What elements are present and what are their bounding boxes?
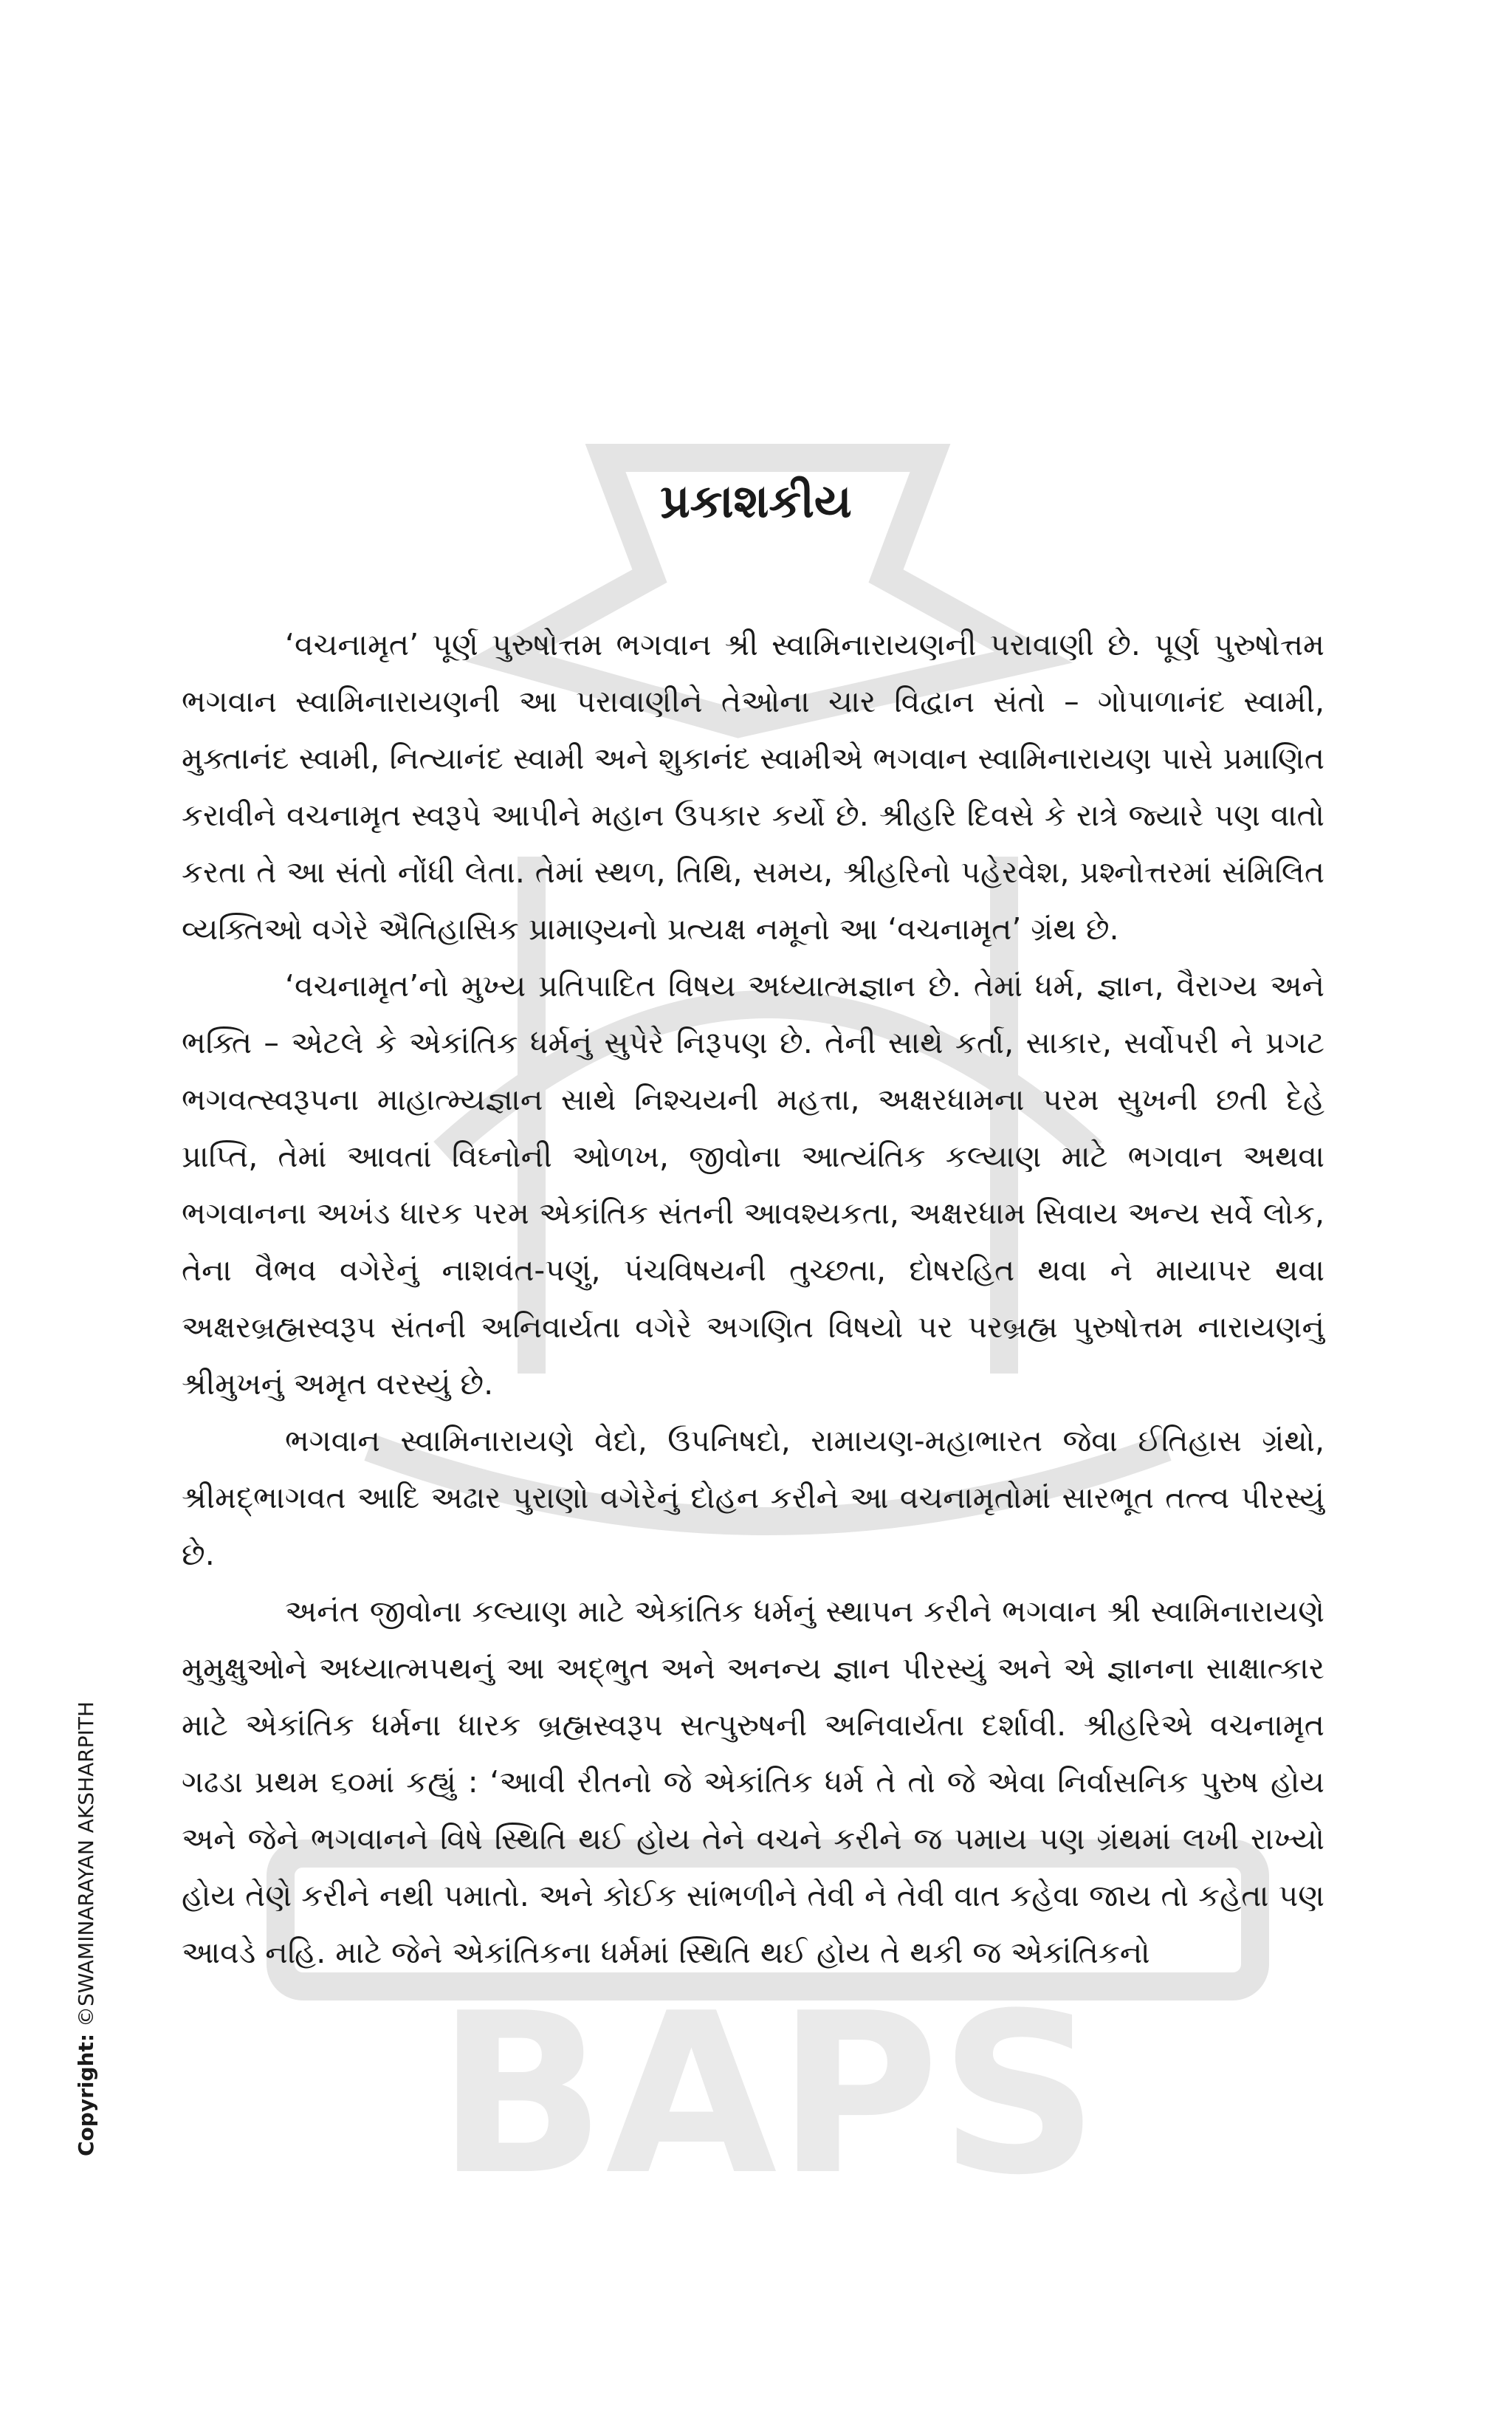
page-title: પ્રકાશકીય	[660, 473, 852, 528]
paragraph: ‘વચનામૃત’ પૂર્ણ પુરુષોત્તમ ભગવાન શ્રી સ્વામિનારાયણની પરાવાણી છે. પૂર્ણ પુરુષોત્તમ ભગવાન સ્વામિનારાયણની આ પરાવાણીને તેઓના ચાર વિદ્વાન સંતો – ગોપાળાનંદ સ્વામી, મુક્તાનંદ સ્વામી, નિત્યાનંદ સ્વામી અને શુકાનંદ સ્વામીએ ભગવાન સ્વામિનારાયણ પાસે પ્રમાણિત કરાવીને વચનામૃત સ્વરૂપે આપીને મહાન ઉપકાર કર્યો છે. શ્રીહરિ દિવસે કે રાત્રે જ્યારે પણ વાતો કરતા તે આ સંતો નોંધી લેતા. તેમાં સ્થળ, તિથિ, સમય, શ્રીહરિનો પહેરવેશ, પ્રશ્નોત્તરમાં સંમિલિત વ્યક્તિઓ વગેરે ઐતિહાસિક પ્રામાણ્યનો પ્રત્યક્ષ નમૂનો આ ‘વચનામૃત’ ગ્રંથ છે.	[182, 627, 1324, 947]
paragraph: અનંત જીવોના કલ્યાણ માટે એકાંતિક ધર્મનું સ્થાપન કરીને ભગવાન શ્રી સ્વામિનારાયણે મુમુક્ષુઓને અધ્યાત્મપથનું આ અદ્‌ભુત અને અનન્ય જ્ઞાન પીરસ્યું અને એ જ્ઞાનના સાક્ષાત્કાર માટે એકાંતિક ધર્મના ધારક બ્રહ્મસ્વરૂપ સત્પુરુષની અનિવાર્યતા દર્શાવી. શ્રીહરિએ વચનામૃત ગઢડા પ્રથમ ૬૦માં કહ્યું : ‘આવી રીતનો જે એકાંતિક ધર્મ તે તો જે એવા નિર્વાસનિક પુરુષ હોય અને જેને ભગવાનને વિષે સ્થિતિ થઈ હોય તેને વચને કરીને જ પમાય પણ ગ્રંથમાં લખી રાખ્યો હોય તેણે કરીને નથી પમાતો. અને કોઈક સાંભળીને તેવી ને તેવી વાત કહેવા જાય તો કહેતા પણ આવડે નહિ. માટે જેને એકાંતિકના ધર્મમાં સ્થિતિ થઈ હોય તે થકી જ એકાંતિકનો	[182, 1594, 1324, 1970]
copyright-label: Copyright:	[74, 2033, 98, 2156]
watermark-letters: BAPS	[436, 1966, 1099, 2201]
copyright-holder: ©SWAMINARAYAN AKSHARPITH	[74, 1701, 98, 2028]
paragraph: ભગવાન સ્વામિનારાયણે વેદો, ઉપનિષદો, રામાયણ-મહાભારત જેવા ઈતિહાસ ગ્રંથો, શ્રીમદ્‌ભાગવત આદિ અઢાર પુરાણો વગેરેનું દોહન કરીને આ વચનામૃતોમાં સારભૂત તત્ત્વ પીરસ્યું છે.	[182, 1423, 1324, 1572]
copyright-notice	[74, 1701, 98, 2156]
paragraph: ‘વચનામૃત’નો મુખ્ય પ્રતિપાદિત વિષય અધ્યાત્મજ્ઞાન છે. તેમાં ધર્મ, જ્ઞાન, વૈરાગ્ય અને ભક્તિ – એટલે કે એકાંતિક ધર્મનું સુપેરે નિરૂપણ છે. તેની સાથે કર્તા, સાકાર, સર્વોપરી ને પ્રગટ ભગવત્સ્વરૂપના માહાત્મ્યજ્ઞાન સાથે નિશ્ચયની મહત્તા, અક્ષરધામના પરમ સુખની છતી દેહે પ્રાપ્તિ, તેમાં આવતાં વિઘ્નોની ઓળખ, જીવોના આત્યંતિક કલ્યાણ માટે ભગવાન અથવા ભગવાનના અખંડ ધારક પરમ એકાંતિક સંતની આવશ્યકતા, અક્ષરધામ સિવાય અન્ય સર્વે લોક, તેના વૈભવ વગેરેનું નાશવંત-પણું, પંચવિષયની તુચ્છતા, દોષરહિત થવા ને માયાપર થવા અક્ષરબ્રહ્મસ્વરૂપ સંતની અનિવાર્યતા વગેરે અગણિત વિષયો પર પરબ્રહ્મ પુરુષોત્તમ નારાયણનું શ્રીમુખનું અમૃત વરસ્યું છે.	[182, 968, 1324, 1402]
body-text	[182, 617, 1324, 1981]
